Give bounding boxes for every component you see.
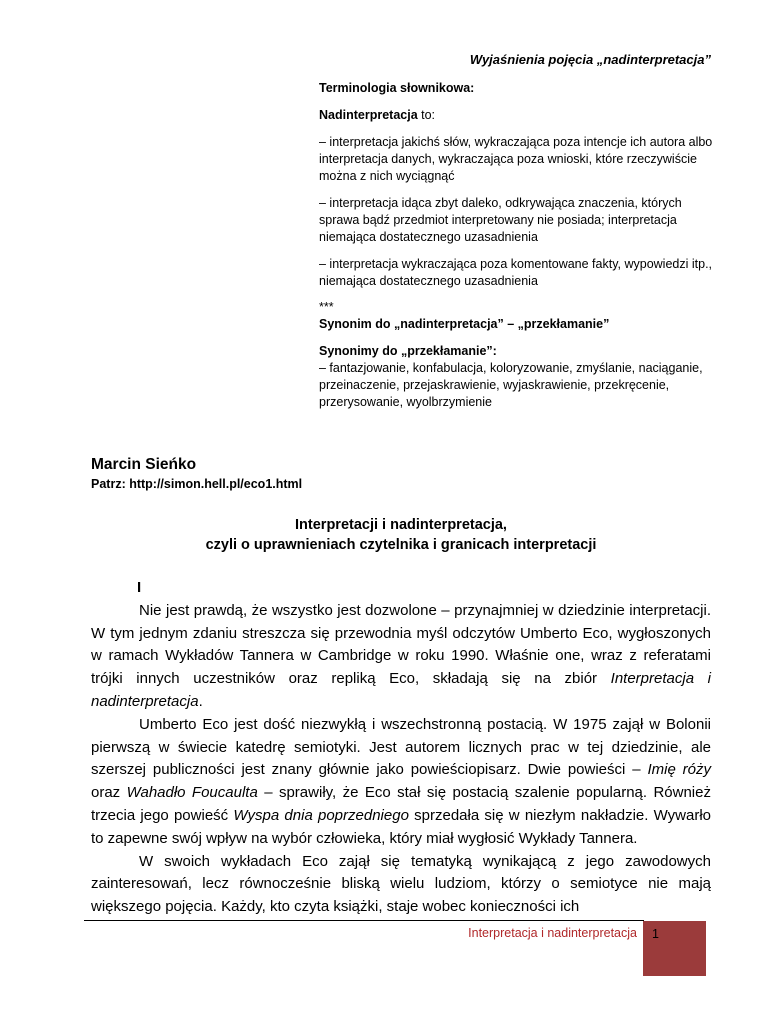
article-paragraph xyxy=(91,714,711,851)
article-body xyxy=(91,577,711,919)
paragraph-text: oraz xyxy=(91,784,127,802)
book-title: Wyspa dnia poprzedniego xyxy=(233,806,409,824)
article-title-line: Interpretacji i nadinterpretacja, xyxy=(295,517,507,533)
synonyms-title: Synonimy do „przekłamanie”: xyxy=(319,344,497,358)
book-title: Wahadło Foucaulta xyxy=(126,784,258,802)
dictionary-term-suffix: to: xyxy=(417,108,436,122)
paragraph-text: . xyxy=(198,692,203,710)
article-title xyxy=(91,515,711,555)
dictionary-heading: Terminologia słownikowa: xyxy=(319,81,475,95)
header-title: Wyjaśnienia pojęcia „nadinterpretacja” xyxy=(469,52,711,67)
separator-stars: *** xyxy=(319,300,334,314)
dictionary-term: Nadinterpretacja xyxy=(319,108,418,122)
section-number: I xyxy=(137,579,142,596)
synonym-main: Synonim do „nadinterpretacja” – „przekłamanie” xyxy=(319,317,610,331)
dictionary-definition: – interpretacja jakichś słów, wykraczająca poza intencje ich autora albo interpretacja danych, wykraczająca poza wnioski, które rzeczywiście można z nich wyciągnąć xyxy=(319,135,713,183)
book-title: Interpretacja i nadinterpretacja xyxy=(91,670,711,710)
page-number-box xyxy=(643,921,706,976)
article-paragraph xyxy=(91,600,711,714)
paragraph-text: – sprawiły, że Eco stał się postacią szalenie popularną. Również trzecia jego powieść xyxy=(91,784,711,824)
footer-divider xyxy=(84,920,644,921)
page-number: 1 xyxy=(652,927,659,941)
article-paragraph: W swoich wykładach Eco zajął się tematyką wynikającą z jego zawodowych zainteresowań, lecz równocześnie bliską wielu ludziom, którzy o semiotyce nie mają większego pojęcia. Każdy, kto czyta książki, staje wobec konieczności ich xyxy=(91,852,711,916)
author-block xyxy=(91,456,302,491)
footer-label: Interpretacja i nadinterpretacja xyxy=(468,926,637,940)
author-reference: Patrz: http://simon.hell.pl/eco1.html xyxy=(91,477,303,491)
article-subtitle-line: czyli o uprawnieniach czytelnika i granicach interpretacji xyxy=(205,537,597,553)
dictionary-term-line xyxy=(319,107,714,124)
book-title: Imię róży xyxy=(647,761,711,779)
dictionary-section xyxy=(319,80,714,411)
author-name: Marcin Sieńko xyxy=(91,456,197,473)
paragraph-text: Umberto Eco jest dość niezwykłą i wszechstronną postacią. W 1975 zajął w Bolonii pierwszą w świecie katedrę semiotyki. Jest autorem licznych prac w tej dziedzinie, ale szerszej publiczności jest znany głównie jako powieściopisarz. Dwie powieści – xyxy=(91,715,711,779)
paragraph-text: sprzedała się w niezłym nakładzie. Wywarło to zapewne swój wpływ na wybór człowieka, który miał wygłosić Wykłady Tannera. xyxy=(91,806,712,847)
dictionary-definition: – interpretacja idąca zbyt daleko, odkrywająca znaczenia, których sprawa bądź przedmiot interpretowany nie posiada; interpretacja niemająca dostatecznego uzasadnienia xyxy=(319,196,682,244)
paragraph-text: Nie jest prawdą, że wszystko jest dozwolone – przynajmniej w dziedzinie interpretacji. W tym jednym zdaniu streszcza się przewodnia myśl odczytów Umberto Eco, wygłoszonych w ramach Wykładów Tannera w Cambridge w roku 1990. Właśnie one, wraz z referatami trójki innych uczestników oraz repliką Eco, składają się na zbiór xyxy=(91,601,711,688)
dictionary-definition: – interpretacja wykraczająca poza komentowane fakty, wypowiedzi itp., niemająca dostatecznego uzasadnienia xyxy=(319,257,713,288)
synonyms-list: – fantazjowanie, konfabulacja, koloryzowanie, zmyślanie, naciąganie, przeinaczenie, przejaskrawienie, wyjaskrawienie, przekręcenie, przerysowanie, wyolbrzymienie xyxy=(319,361,703,409)
